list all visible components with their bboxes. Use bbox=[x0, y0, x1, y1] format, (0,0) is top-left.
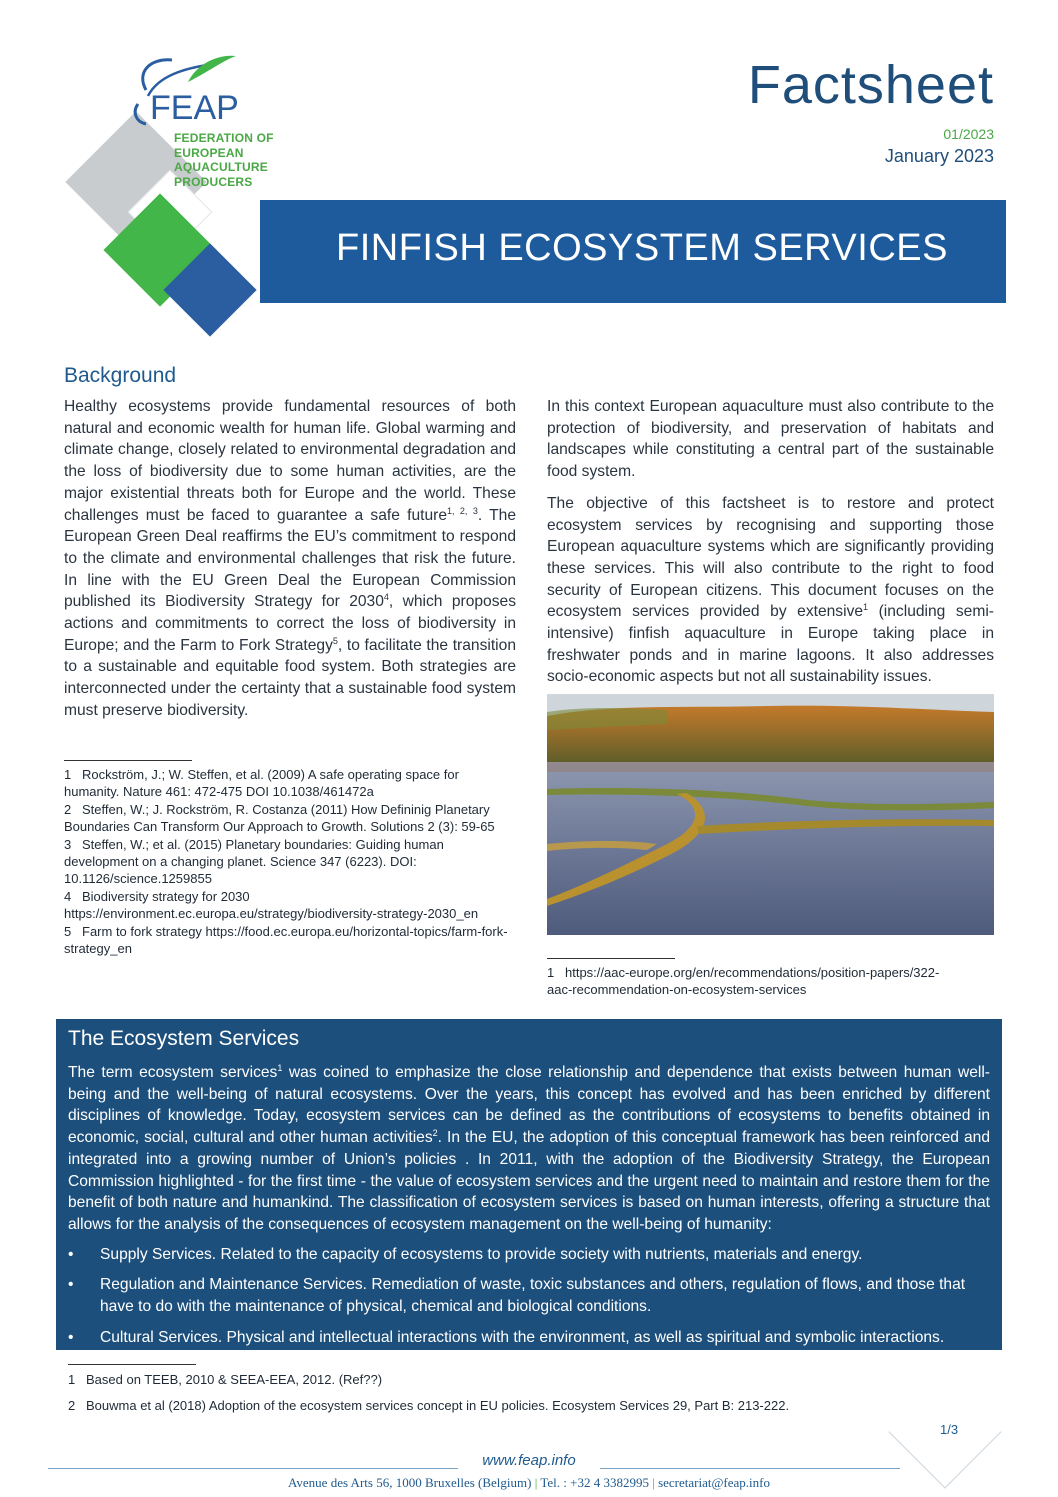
text-run: . The European Green Deal reaffirms the EU’s commitment to respond to the climate and environmental challenges that risk the future. In line with the EU Green Deal the European Commission published its Biodiversity Strategy for 2030 bbox=[64, 506, 516, 611]
website-link[interactable] bbox=[0, 1452, 1058, 1469]
footnote-ref: 2 bbox=[432, 1127, 438, 1138]
footnote-divider bbox=[68, 1364, 196, 1365]
footnote-divider bbox=[64, 760, 192, 761]
org-name-line: FEDERATION OF bbox=[174, 131, 274, 145]
footnote-number: 3 bbox=[64, 837, 72, 852]
factsheet-number: 01/2023 bbox=[943, 126, 994, 142]
footnote-number: 1 bbox=[68, 1372, 76, 1387]
text-run: was coined to emphasize the close relationship and dependence that exists between human well-being and the well-being of natural ecosystems. Over the years, this concept has evolved and has been enriched by different disciplines of knowledge. Today, ecosystem services can be defined as the contributions of ecosystems to benefits obtained in economic, social, cultural and other human activities bbox=[68, 1064, 990, 1147]
footnote bbox=[64, 888, 516, 922]
footnote bbox=[64, 801, 516, 835]
footnote-number: 5 bbox=[64, 924, 72, 939]
footnote-text: Bouwma et al (2018) Adoption of the ecosystem services concept in EU policies. Ecosystem Services 29, Part B: 213-222. bbox=[86, 1398, 790, 1413]
aquaculture-ponds-photo bbox=[547, 694, 994, 935]
footnote-ref: 1 bbox=[277, 1062, 283, 1073]
footnote-text: Rockström, J.; W. Steffen, et al. (2009) A safe operating space for humanity. Nature 461: 472-475 DOI 10.1038/461472a bbox=[64, 767, 459, 799]
footnote-ref: 1 bbox=[863, 602, 869, 613]
background-paragraph bbox=[64, 396, 516, 722]
context-paragraph: In this context European aquaculture must also contribute to the protection of biodiversity, and preservation of habitats and landscapes while constituting a central part of the sustainable food system. bbox=[547, 398, 994, 481]
feap-logo bbox=[128, 52, 278, 127]
list-item-text: Supply Services. Related to the capacity of ecosystems to provide society with nutrients, materials and energy. bbox=[100, 1245, 863, 1263]
footnote-text: https://aac-europe.org/en/recommendations/position-papers/322-aac-recommendation-on-ecosystem-services bbox=[547, 965, 940, 997]
footnote-number: 1 bbox=[547, 965, 555, 980]
footnote bbox=[64, 766, 516, 800]
list-item bbox=[68, 1274, 990, 1317]
list-item-text: Regulation and Maintenance Services. Remediation of waste, toxic substances and others, regulation of flows, and those that have to do with the maintenance of physical, chemical and biological conditions. bbox=[100, 1276, 966, 1316]
footer-contact bbox=[0, 1475, 1058, 1491]
org-name-line: AQUACULTURE bbox=[174, 160, 268, 174]
text-run: The objective of this factsheet is to restore and protect ecosystem services by recognising and supporting those European aquaculture systems which are significantly providing these services. This will also contribute to the right to food security of European citizens. This document focuses on the ecosystem services provided by extensive bbox=[547, 494, 994, 621]
text-run: . In the EU, the adoption of this conceptual framework has been reinforced and integrated into a growing number of Union’s policies . In 2011, with the adoption of the Biodiversity Strategy, the European Commission highlighted - for the first time - the value of ecosystem services and the urgent need to maintain and restore them for the benefit of both nature and humankind. The classification of ecosystem services is based on human interests, offering a structure that allows for the analysis of the consequences of ecosystem management on the well-being of humanity: bbox=[68, 1129, 990, 1233]
footnote bbox=[64, 836, 516, 887]
footnote-text: Steffen, W.; J. Rockström, R. Costanza (2011) How Defininig Planetary Boundaries Can Transform Our Approach to Growth. Solutions 2 (3): 59-65 bbox=[64, 802, 495, 834]
doc-type-title: Factsheet bbox=[747, 55, 994, 115]
bullet-icon: • bbox=[68, 1328, 74, 1346]
ecosystem-paragraph bbox=[68, 1062, 990, 1236]
footnote-text: Biodiversity strategy for 2030 https://environment.ec.europa.eu/strategy/biodiversity-strategy-2030_en bbox=[64, 889, 479, 921]
footnote-text: Based on TEEB, 2010 & SEEA-EEA, 2012. (Ref??) bbox=[86, 1372, 383, 1387]
footnotes-left bbox=[64, 766, 516, 958]
footnote-number: 2 bbox=[64, 802, 72, 817]
list-item bbox=[68, 1327, 990, 1349]
text-run: The term ecosystem services bbox=[68, 1064, 278, 1081]
background-left-column bbox=[64, 396, 516, 722]
background-heading: Background bbox=[64, 364, 177, 387]
footnote bbox=[547, 964, 942, 998]
list-item-text: Cultural Services. Physical and intellectual interactions with the environment, as well as spiritual and symbolic interactions. bbox=[100, 1328, 945, 1346]
text-run: , which proposes actions and commitments to correct the loss of biodiversity in Europe; and the Farm to Fork Strategy bbox=[64, 593, 516, 654]
services-list bbox=[68, 1244, 990, 1349]
ecosystem-footnotes bbox=[68, 1369, 968, 1417]
bullet-icon: • bbox=[68, 1245, 74, 1263]
background-right-column bbox=[547, 396, 994, 688]
footnote-ref: 4 bbox=[383, 592, 389, 603]
footnote bbox=[64, 923, 516, 957]
ecosystem-heading: The Ecosystem Services bbox=[68, 1027, 300, 1050]
footnote-text: Steffen, W.; et al. (2015) Planetary boundaries: Guiding human development on a changing planet. Science 347 (6223). DOI: 10.1126/science.1259855 bbox=[64, 837, 444, 886]
org-name-line: PRODUCERS bbox=[174, 174, 253, 189]
footnotes-right bbox=[547, 964, 942, 999]
footnote bbox=[68, 1369, 968, 1390]
website-link-text[interactable]: www.feap.info bbox=[482, 1452, 576, 1469]
page-number: 1/3 bbox=[940, 1422, 959, 1437]
separator: | bbox=[652, 1475, 655, 1490]
email-link[interactable]: secretariat@feap.info bbox=[658, 1475, 770, 1490]
factsheet-date: January 2023 bbox=[884, 146, 994, 166]
text-run: , to facilitate the transition to a sustainable and equitable food system. Both strategies are interconnected under the certainty that a sustainable food system must preserve biodiversity. bbox=[64, 636, 516, 719]
phone: Tel. : +32 4 3382995 bbox=[540, 1475, 649, 1490]
logo-text: FEAP bbox=[150, 89, 239, 127]
footnote-ref: 1, 2, 3 bbox=[447, 505, 478, 516]
text-run: Healthy ecosystems provide fundamental resources of both natural and economic wealth for human life. Global warming and climate change, closely related to environmental degradation and the loss of biodiversity due to some human activities, are the major existential threats both for Europe and the world. These challenges must be faced to guarantee a safe future bbox=[64, 398, 516, 524]
footnote bbox=[68, 1395, 968, 1416]
page-title: FINFISH ECOSYSTEM SERVICES bbox=[336, 227, 948, 269]
org-name bbox=[174, 131, 274, 189]
address: Avenue des Arts 56, 1000 Bruxelles (Belgium) bbox=[287, 1475, 532, 1490]
org-name-line: EUROPEAN bbox=[174, 145, 244, 160]
ecosystem-content bbox=[68, 1062, 990, 1357]
list-item bbox=[68, 1244, 990, 1266]
footnote-number: 1 bbox=[64, 767, 72, 782]
objective-paragraph bbox=[547, 493, 994, 688]
footnote-ref: 5 bbox=[332, 635, 338, 646]
bullet-icon: • bbox=[68, 1276, 74, 1294]
text-run: (including semi-intensive) finfish aquaculture in Europe taking place in freshwater ponds and in marine lagoons. It also addresses socio-economic aspects but not all sustainability issues. bbox=[547, 603, 995, 686]
footnote-divider bbox=[547, 958, 675, 959]
separator: | bbox=[534, 1475, 538, 1490]
footnote-text: Farm to fork strategy https://food.ec.europa.eu/horizontal-topics/farm-fork-strategy_en bbox=[64, 924, 508, 956]
footnote-number: 4 bbox=[64, 889, 72, 904]
footnote-number: 2 bbox=[68, 1398, 76, 1413]
